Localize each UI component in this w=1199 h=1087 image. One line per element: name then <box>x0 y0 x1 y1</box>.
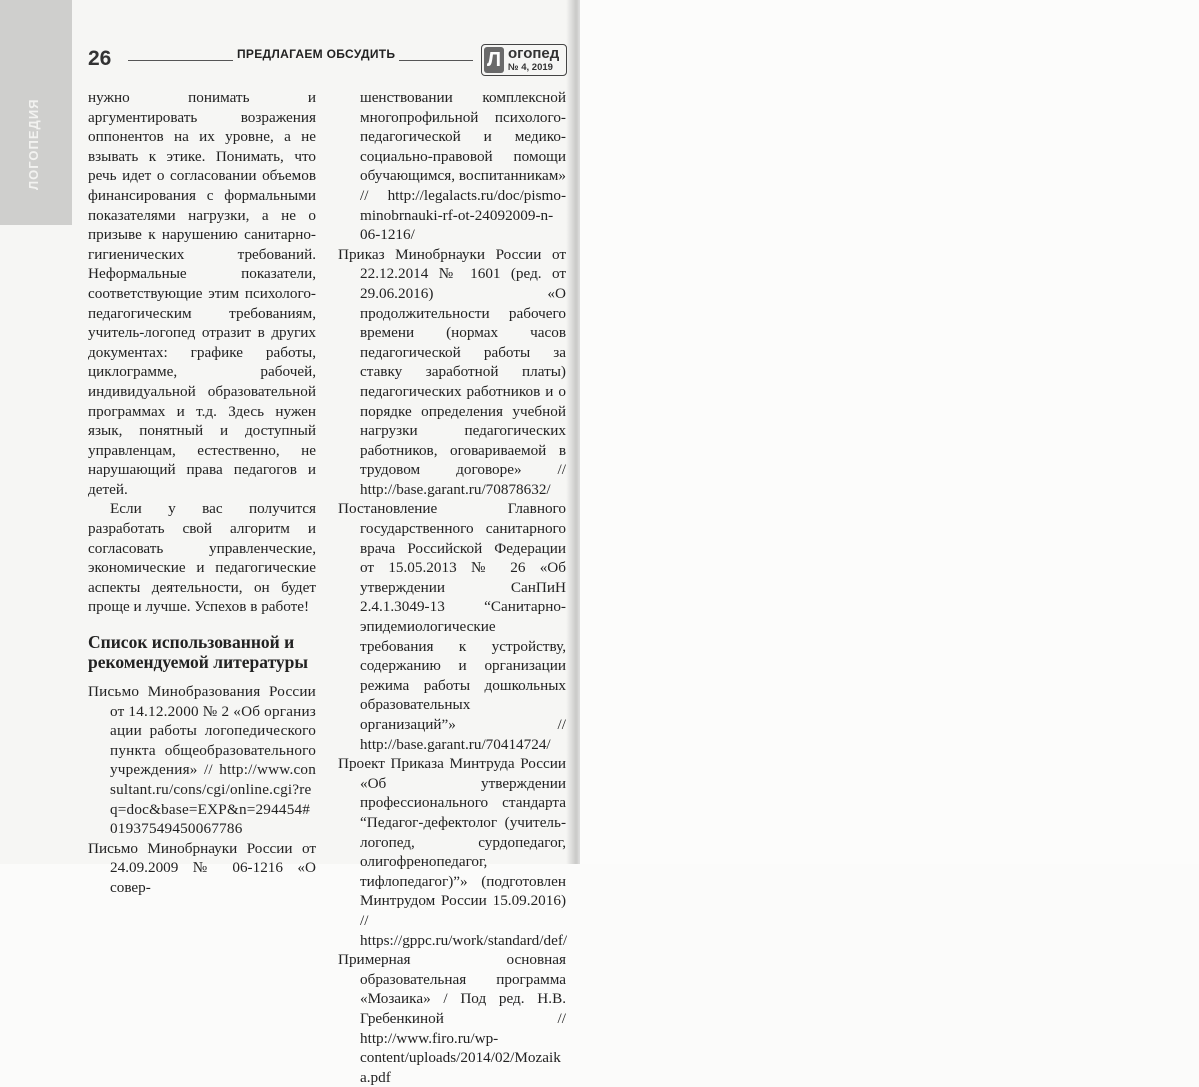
section-side-tab <box>0 0 72 225</box>
reference-item: Проект Приказа Минтруда России «Об утверждении профессионального стандарта “Педагог-дефектолог (учитель-логопед, сурдопедагог, олигофренопедагог, тифлопедагог)”» (подготовлен Минтрудом России 15.09.2016) // https://gppc.ru/work/standard/def/ <box>338 755 568 949</box>
page-number: 26 <box>88 47 112 70</box>
references-heading: Список использованной и рекомендуемой литературы <box>88 632 309 672</box>
journal-logo <box>481 44 567 76</box>
reference-item: Письмо Минобразования России от 14.12.2000 № 2 «Об организации работы логопедического пункта общеобразовательного учреждения» // http://www.consultant.ru/cons/cgi/online.cgi?req=doc&base=EXP&n=294454#01937549450067786 <box>88 683 316 838</box>
reference-item: Примерная основная образовательная программа «Мозаика» / Под ред. Н.В. Гребенкиной // http://www.firo.ru/wp-content/uploads/2014/02/Mozaika.pdf <box>338 951 566 1086</box>
issue-number: № 4, 2019 <box>508 62 553 73</box>
section-title: ПРЕДЛАГАЕМ ОБСУДИТЬ <box>233 47 399 61</box>
reference-item-continued: шенствовании комплексной многопрофильной психолого-педагогической и медико-социально-правовой помощи обучающимся, воспитанникам» // http://legalacts.ru/doc/pismo-minobrnauki-rf-ot-24092009-n-06-1216/ <box>360 89 566 244</box>
left-text-column <box>88 88 316 898</box>
reference-item: Постановление Главного государственного санитарного врача Российской Федерации от 15.05.2013 № 26 «Об утверждении СанПиН 2.4.1.3049-13 “Санитарно-эпидемиологические требования к устройству, содержанию и организации режима работы дошкольных образовательных организаций”» // http://base.garant.ru/70414724/ <box>338 500 566 753</box>
logo-word: огопед <box>508 45 560 62</box>
body-paragraph: Если у вас получится разработать свой алгоритм и согласовать управленческие, экономические и педагогические аспекты деятельности, он будет проще и лучше. Успехов в работе! <box>88 500 316 616</box>
body-paragraph: нужно понимать и аргументировать возражения оппонентов на их уровне, а не взывать к этике. Понимать, что речь идет о согласовании объемов финансирования с формальными показателями нагрузки, а не о призыве к нарушению санитарно-гигиенических требований. Неформальные показатели, соответствующие этим психолого-педагогическим требованиям, учитель-логопед отразит в других документах: графике работы, циклограмме, рабочей, индивидуальной образовательной программах и т.д. Здесь нужен язык, понятный и доступный управленцам, естественно, не нарушающий права педагогов и детей. <box>88 89 316 498</box>
reference-item: Приказ Минобрнауки России от 22.12.2014 № 1601 (ред. от 29.06.2016) «О продолжительности рабочего времени (нормах часов педагогической работы за ставку заработной платы) педагогических работников и о порядке определения учебной нагрузки педагогических работников, оговариваемой в трудовом договоре» // http://base.garant.ru/70878632/ <box>338 245 566 498</box>
logo-letter: Л <box>484 47 504 73</box>
side-tab-label: ЛОГОПЕДИЯ <box>26 98 41 190</box>
reference-item: Письмо Минобрнауки России от 24.09.2009 № 06-1216 «О совер- <box>88 839 316 896</box>
right-text-column <box>338 88 566 1087</box>
right-blank-page <box>580 0 1199 864</box>
page-header <box>88 44 566 76</box>
